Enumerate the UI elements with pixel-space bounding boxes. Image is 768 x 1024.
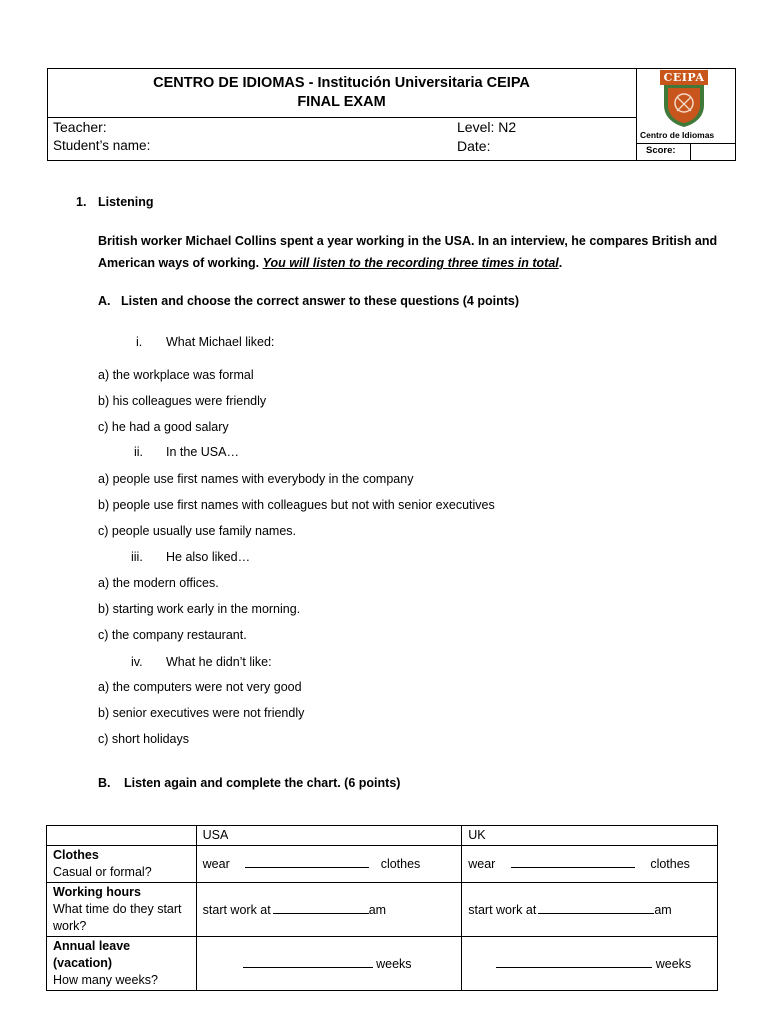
column-header-uk: UK <box>462 826 718 846</box>
row-heading-cell <box>47 937 197 991</box>
cell-prefix: start work at <box>202 902 271 917</box>
answer-blank[interactable] <box>511 855 635 868</box>
usa-answer-cell <box>196 937 462 991</box>
cell-suffix: am <box>654 902 672 917</box>
question-number: iv. <box>131 655 143 669</box>
question-number: i. <box>136 335 143 349</box>
answer-blank[interactable] <box>273 901 369 914</box>
table-row <box>47 937 718 991</box>
answer-option[interactable]: c) people usually use family names. <box>98 524 297 538</box>
cell-prefix: wear <box>468 857 496 871</box>
score-label: Score: <box>646 145 676 156</box>
cell-prefix: start work at <box>468 902 537 917</box>
exam-title: FINAL EXAM <box>297 94 386 110</box>
student-name-label: Student’s name: <box>53 138 151 153</box>
cell-prefix: wear <box>202 857 230 871</box>
institution-title: CENTRO DE IDIOMAS - Institución Universitaria CEIPA <box>153 75 530 91</box>
row-heading: Annual leave (vacation) <box>53 939 131 970</box>
uk-answer-cell <box>462 937 718 991</box>
answer-option[interactable]: b) his colleagues were friendly <box>98 394 267 408</box>
teacher-label: Teacher: <box>53 119 107 135</box>
question-number: ii. <box>134 445 144 459</box>
answer-blank[interactable] <box>243 955 373 968</box>
intro-line-2 <box>98 256 562 270</box>
usa-answer-cell <box>196 883 462 937</box>
answer-option[interactable]: a) people use first names with everybody in the company <box>98 472 414 486</box>
answer-option[interactable]: c) short holidays <box>98 732 190 746</box>
answer-option[interactable]: b) people use first names with colleagues but not with senior executives <box>98 498 495 512</box>
uk-answer-cell <box>462 846 718 883</box>
ceipa-logo <box>660 68 708 128</box>
row-heading: Working hours <box>53 885 141 899</box>
part-a-instruction: Listen and choose the correct answer to these questions (4 points) <box>121 294 519 308</box>
answer-option[interactable]: b) senior executives were not friendly <box>98 706 305 720</box>
intro-line-2-start: American ways of working. <box>98 256 263 270</box>
cell-suffix: clothes <box>380 857 421 871</box>
answer-option[interactable]: a) the computers were not very good <box>98 680 302 694</box>
cell-suffix: weeks <box>376 956 412 971</box>
answer-option[interactable]: a) the workplace was formal <box>98 368 254 382</box>
section-number: 1. <box>76 195 87 209</box>
question-text: What he didn’t like: <box>166 655 272 669</box>
row-heading-cell <box>47 883 197 937</box>
row-heading-cell <box>47 846 197 883</box>
intro-emphasis: You will listen to the recording three times in total <box>262 256 559 270</box>
column-header-usa: USA <box>196 826 462 846</box>
section-title: Listening <box>98 195 154 209</box>
answer-blank[interactable] <box>538 901 654 914</box>
table-row <box>47 883 718 937</box>
intro-line-1: British worker Michael Collins spent a year working in the USA. In an interview, he compares British and <box>98 234 718 248</box>
logo-wordmark: CEIPA <box>660 70 708 85</box>
row-heading: Clothes <box>53 848 99 862</box>
level-label: Level: N2 <box>457 119 517 135</box>
table-row <box>47 846 718 883</box>
part-a-label: A. <box>98 294 111 308</box>
answer-option[interactable]: a) the modern offices. <box>98 576 219 590</box>
logo-caption: Centro de Idiomas <box>640 130 715 140</box>
row-subheading: Casual or formal? <box>53 865 152 879</box>
cell-suffix: clothes <box>650 857 690 871</box>
chart-corner-cell <box>47 826 197 846</box>
chart-header-row <box>47 826 718 846</box>
part-b-instruction: Listen again and complete the chart. (6 points) <box>124 776 401 790</box>
answer-blank[interactable] <box>496 955 652 968</box>
question-text: He also liked… <box>166 550 251 564</box>
date-label: Date: <box>457 138 491 154</box>
row-subheading: How many weeks? <box>53 973 158 987</box>
crest-icon <box>662 85 706 127</box>
question-number: iii. <box>131 550 143 564</box>
usa-answer-cell <box>196 846 462 883</box>
score-field[interactable] <box>692 145 734 159</box>
cell-suffix: am <box>368 902 387 917</box>
answer-option[interactable]: b) starting work early in the morning. <box>98 602 301 616</box>
question-text: In the USA… <box>166 445 239 459</box>
question-text: What Michael liked: <box>166 335 275 349</box>
intro-line-2-end: . <box>558 256 563 270</box>
completion-chart <box>46 825 718 991</box>
part-b-label: B. <box>98 776 111 790</box>
uk-answer-cell <box>462 883 718 937</box>
answer-option[interactable]: c) he had a good salary <box>98 420 229 434</box>
row-subheading: What time do they start work? <box>53 902 182 933</box>
answer-option[interactable]: c) the company restaurant. <box>98 628 247 642</box>
answer-blank[interactable] <box>245 855 369 868</box>
cell-suffix: weeks <box>655 956 692 971</box>
